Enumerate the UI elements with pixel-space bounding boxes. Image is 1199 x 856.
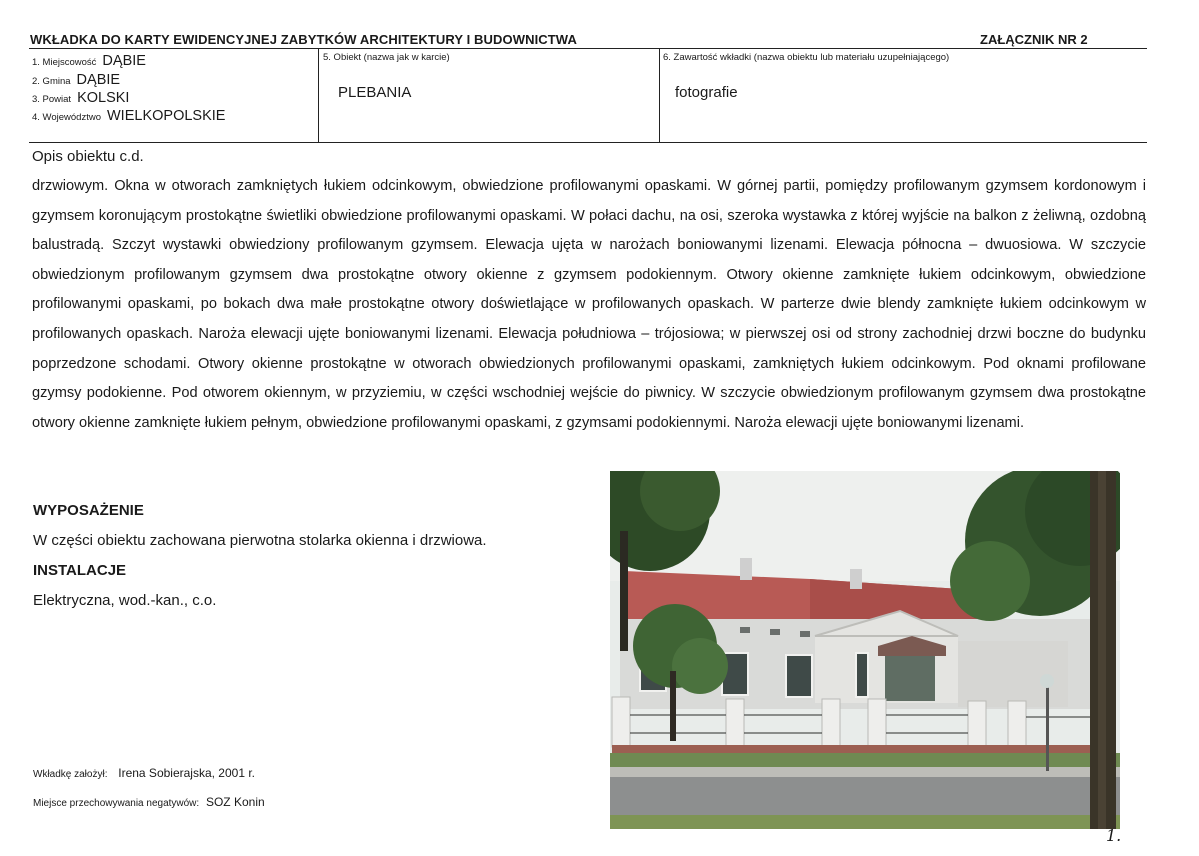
commune-label: 2. Gmina [32,76,71,87]
equipment-heading: WYPOSAŻENIE [33,502,144,519]
commune-value: DĄBIE [76,72,121,88]
founder-label: Wkładkę założył: [33,769,108,780]
voivodeship-row [32,107,225,125]
table-divider-1 [318,48,319,142]
equipment-text: W części obiektu zachowana pierwotna stolarka okienna i drzwiowa. [33,532,487,549]
table-top-border [29,48,1147,49]
voivodeship-value: WIELKOPOLSKIE [107,108,226,124]
negatives-label: Miejsce przechowywania negatywów: [33,798,200,809]
voivodeship-label: 4. Województwo [32,112,101,123]
table-divider-2 [659,48,660,142]
negatives-row [33,795,265,809]
founder-row [33,766,255,780]
building-photo [610,471,1120,829]
locality-row [32,52,146,70]
object-value: PLEBANIA [338,84,412,101]
object-label: 5. Obiekt (nazwa jak w karcie) [323,52,450,63]
county-value: KOLSKI [77,90,130,106]
content-label: 6. Zawartość wkładki (nazwa obiektu lub materiału uzupełniającego) [663,52,950,63]
content-value: fotografie [675,84,738,101]
commune-row [32,71,120,89]
description-heading: Opis obiektu c.d. [32,148,144,165]
locality-value: DĄBIE [102,53,146,69]
founder-value: Irena Sobierajska, 2001 r. [118,766,256,780]
page-number: 1. [1106,826,1122,845]
installations-heading: INSTALACJE [33,562,127,579]
negatives-value: SOZ Konin [205,795,265,809]
county-row [32,89,129,107]
county-label: 3. Powiat [32,94,72,105]
locality-label: 1. Miejscowość [32,57,97,68]
document-title: WKŁADKA DO KARTY EWIDENCYJNEJ ZABYTKÓW ARCHITEKTURY I BUDOWNICTWA [30,32,577,47]
description-text: drzwiowym. Okna w otworach zamkniętych łukiem odcinkowym, obwiedzione profilowanymi opaskami. W górnej partii, pomiędzy profilowanym gzymsem kordonowym i gzymsem koronującym prostokątne świetliki obwiedzione profilowanymi opaskami. W połaci dachu, na osi, szeroka wystawka z której wyjście na balkon z żeliwną, ozdobną balustradą. Szczyt wystawki obwiedziony profilowanym gzymsem. Elewacja ujęta w narożach boniowanymi lizenami. Elewacja północna – dwuosiowa. W szczycie obwiedzionym profilowanym gzymsem dwa prostokątne otwory okienne z gzymsem podokiennym. Otwory okienne zamknięte łukiem odcinkowym, obwiedzione profilowanymi opaskami, po bokach dwa małe prostokątne otwory doświetlające w profilowanych opaskach. W parterze dwie blendy zamknięte łukiem odcinkowym w profilowanych opaskach. Naroża elewacji ujęte boniowanymi lizenami. Elewacja południowa – trójosiowa; w pierwszej osi od strony zachodniej drzwi boczne do budynku poprzedzone schodami. Otwory okienne prostokątne w otworach obwiedzionych profilowanymi opaskami, zamkniętych łukiem odcinkowym. Pod oknami profilowane gzymsy podokienne. Pod otworem okiennym, w przyziemiu, w części wschodniej wejście do piwnicy. W szczycie obwiedzionym profilowanym gzymsem dwa prostokątne otwory okienne zamknięte łukiem pełnym, obwiedzione profilowanymi opaskami, z gzymsami podokiennymi. Naroża elewacji ujęte boniowanymi lizenami. [32,178,1146,431]
installations-text: Elektryczna, wod.-kan., c.o. [33,592,217,609]
table-bottom-border [29,142,1147,143]
annex-number: ZAŁĄCZNIK NR 2 [980,32,1088,47]
